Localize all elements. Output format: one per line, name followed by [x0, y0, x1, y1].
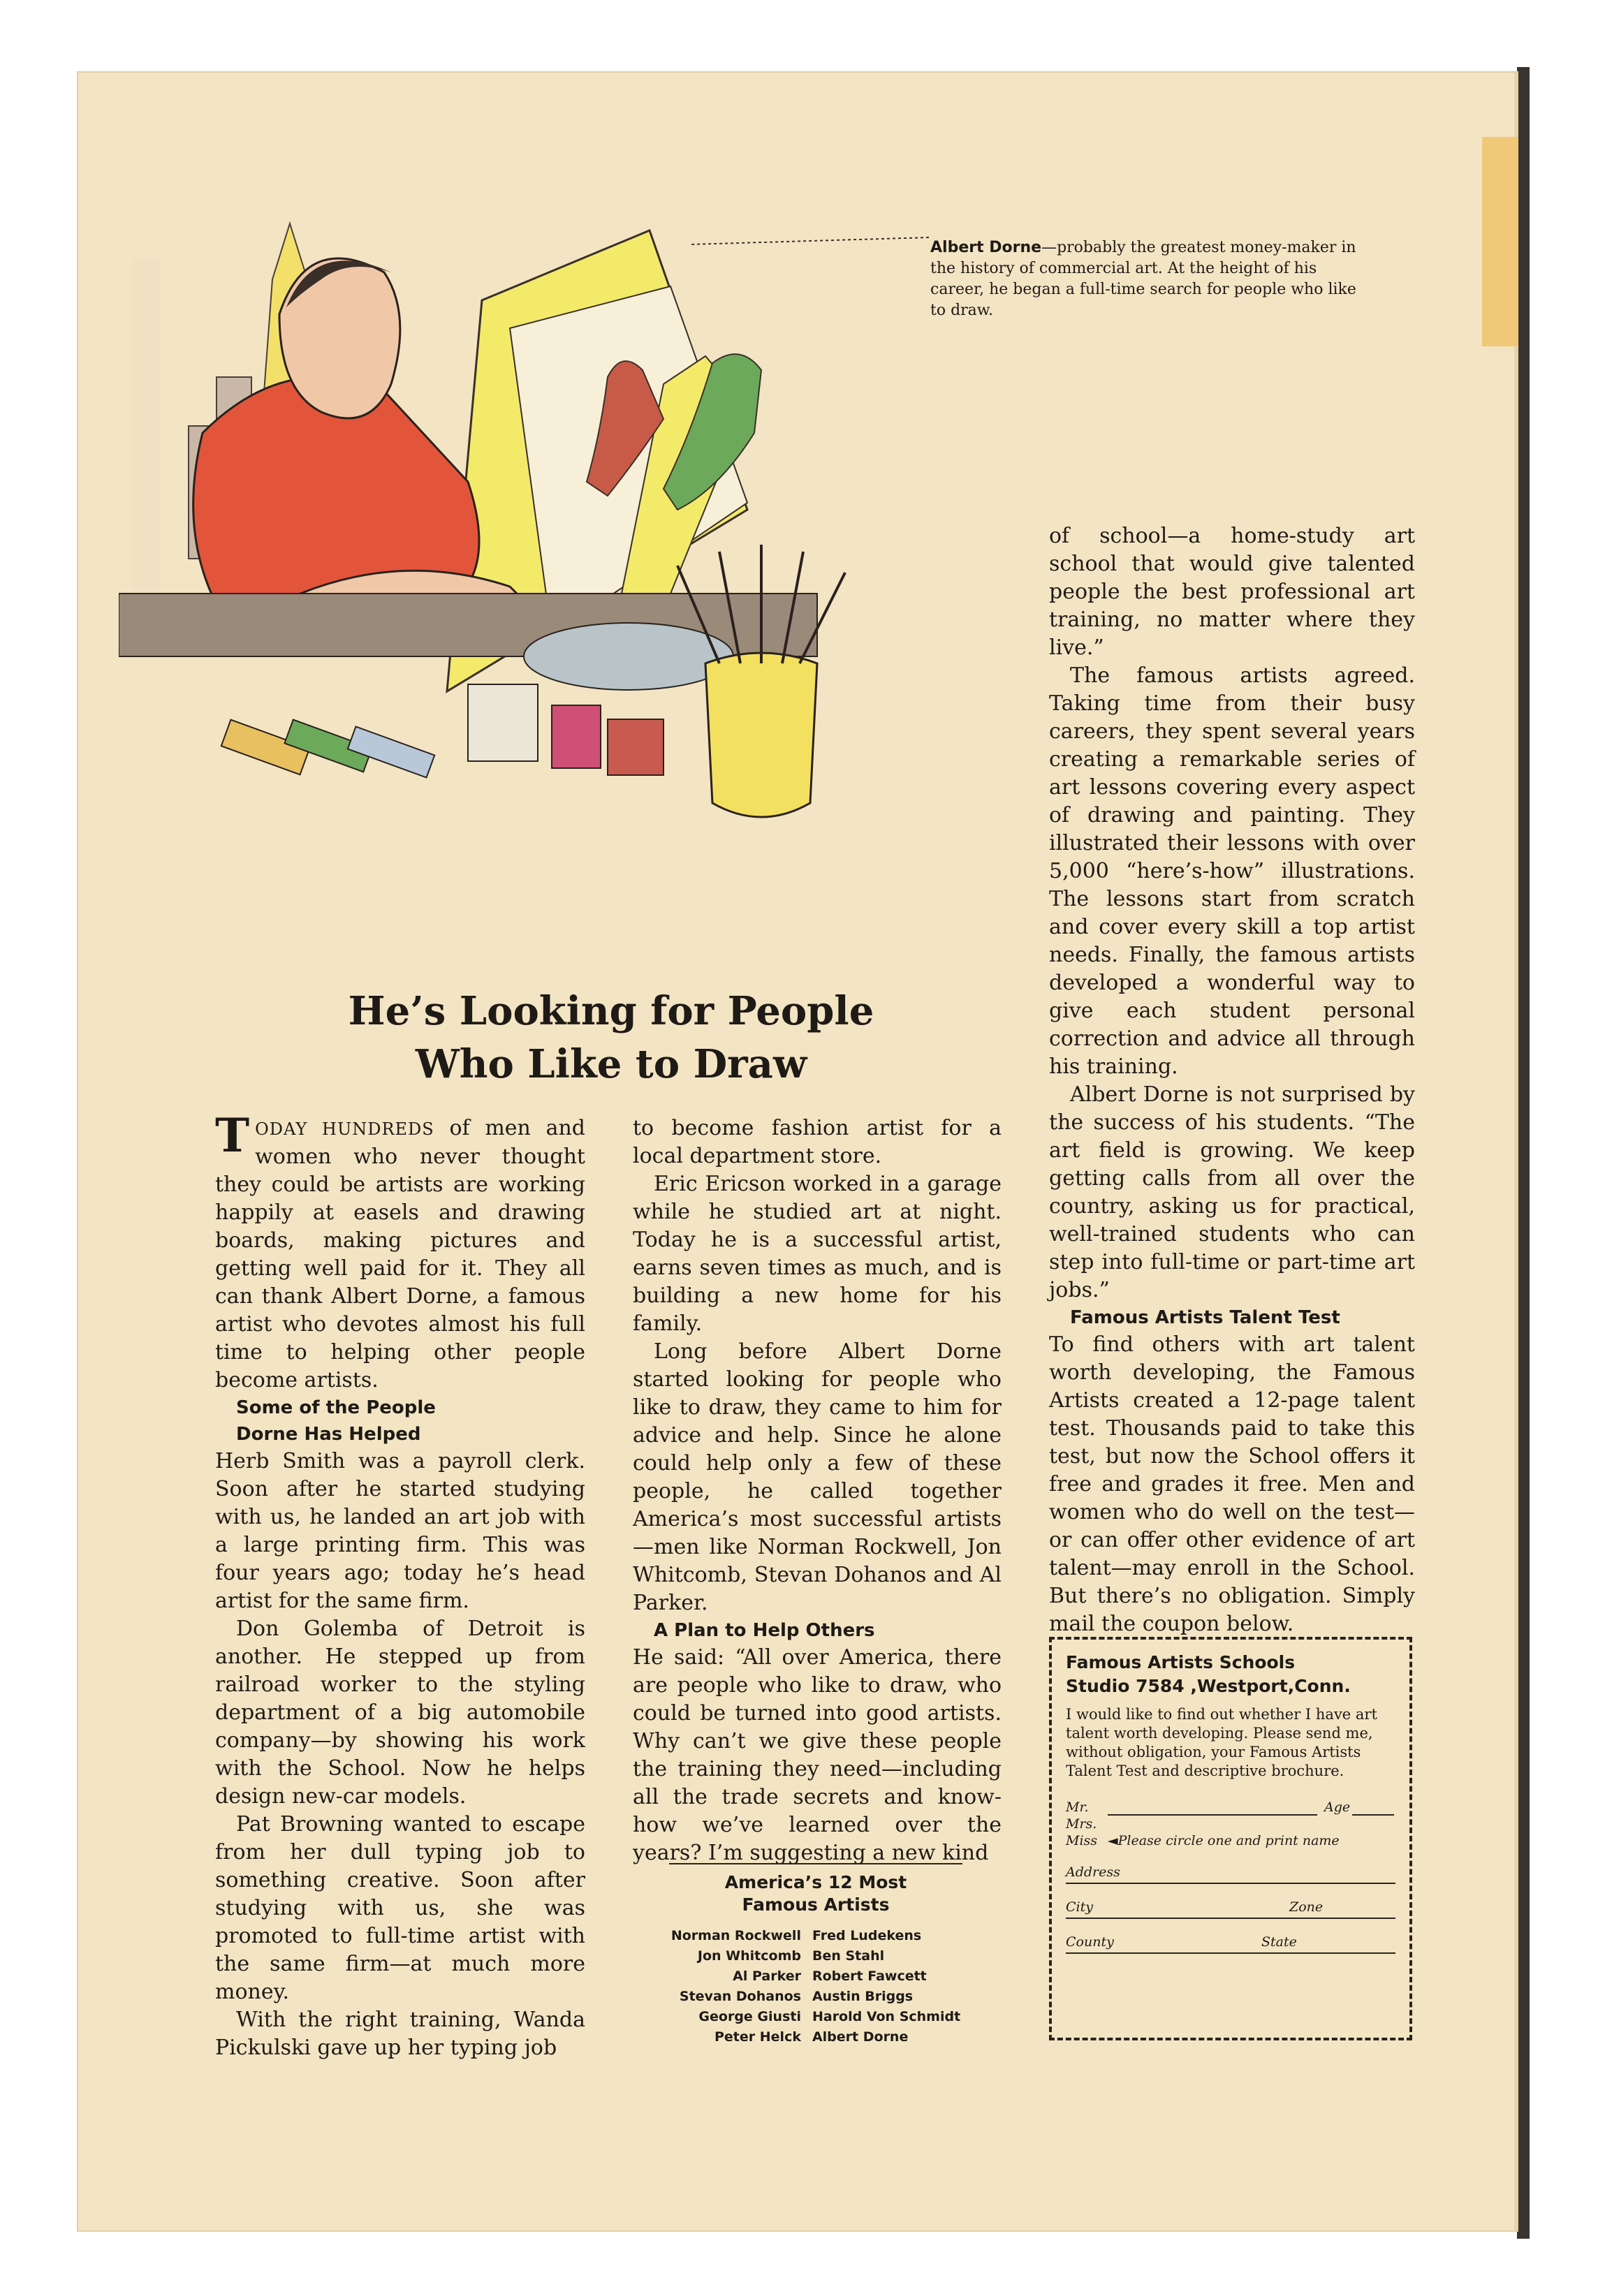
- address-field[interactable]: [1066, 1864, 1395, 1884]
- coupon-body: I would like to find out whether I have art talent worth developing. Please send me, without obligation, your Famous Artists Talent Test and descriptive brochure.: [1066, 1706, 1377, 1779]
- yellow-tab-strip: [1482, 137, 1518, 346]
- col1-paragraph-5: With the right training, Wanda Pickulski gave up her typing job: [215, 2008, 585, 2060]
- salutation-mr: Mr.: [1066, 1800, 1089, 1815]
- subhead-people-helped-2: Dorne Has Helped: [236, 1424, 421, 1445]
- intro-text: of men and women who never thought they could be artists are working happily at easels and drawing boards, making pictures and getting well paid for it. They all can thank Albert Dorne, a famous artist who devotes almost his full time to helping other people become artists.: [215, 1116, 585, 1392]
- caption: [930, 237, 1363, 321]
- artist-name: Ben Stahl: [812, 1948, 885, 1964]
- arrow-left-icon: ◄: [1108, 1833, 1118, 1848]
- artist-name: Austin Briggs: [812, 1989, 914, 2004]
- intro-smallcaps: ODAY HUNDREDS: [255, 1119, 434, 1139]
- article-column-2: [633, 1114, 1002, 1867]
- age-label: Age: [1324, 1800, 1351, 1815]
- col2-paragraph-2: Eric Ericson worked in a garage while he studied art at night. Today he is a successful artist, earns seven times as much, and is building a new home for his family.: [633, 1172, 1002, 1336]
- mail-in-coupon[interactable]: [1049, 1637, 1412, 2040]
- artists-row: [666, 1987, 966, 2007]
- circle-note-text: Please circle one and print name: [1117, 1833, 1340, 1848]
- zone-label: Zone: [1289, 1899, 1324, 1915]
- city-zone-field[interactable]: [1066, 1899, 1395, 1919]
- artists-row: [666, 2007, 966, 2027]
- state-label: State: [1261, 1934, 1297, 1950]
- name-line: [1108, 1814, 1317, 1816]
- salutation-miss: Miss: [1066, 1833, 1098, 1848]
- artist-name: Jon Whitcomb: [697, 1948, 801, 1964]
- article-column-1: [215, 1108, 585, 2062]
- artist-name: Norman Rockwell: [670, 1928, 801, 1943]
- paint-jars: [468, 684, 664, 775]
- artist-name: Albert Dorne: [812, 2029, 909, 2045]
- col1-paragraph-2: Herb Smith was a payroll clerk. Soon after he started studying with us, he landed an art job with a large printing firm. This was four years ago; today he’s head artist for the same firm.: [215, 1449, 585, 1613]
- col1-paragraph-4: Pat Browning wanted to escape from her dull typing job to something creative. Soon after studying with us, she was promoted to full-time artist with the same firm—at much more money.: [215, 1812, 585, 2004]
- artist-name: Robert Fawcett: [812, 1968, 927, 1984]
- caption-text: —probably the greatest money-maker in the history of commercial art. At the height of his career, he began a full-time search for people who like to draw.: [930, 239, 1356, 319]
- name-field[interactable]: [1066, 1799, 1395, 1849]
- caption-pointer-line: [691, 237, 929, 244]
- artist-name: Harold Von Schmidt: [812, 2009, 961, 2024]
- county-state-field[interactable]: [1066, 1934, 1395, 1954]
- headline: [223, 985, 999, 1091]
- city-label: City: [1066, 1899, 1093, 1915]
- coupon-title-2: Studio 7584 ,Westport,Conn.: [1066, 1676, 1351, 1696]
- subhead-people-helped-1: Some of the People: [236, 1397, 436, 1418]
- address-label: Address: [1066, 1864, 1120, 1880]
- paint-dish: [524, 623, 733, 690]
- artists-row: [666, 1926, 966, 1946]
- col2-paragraph-1: to become fashion artist for a local department store.: [633, 1116, 1002, 1168]
- artist-name: Stevan Dohanos: [679, 1989, 801, 2004]
- artists-title-2: Famous Artists: [742, 1894, 890, 1915]
- artists-rule: [669, 1863, 962, 1864]
- col3-paragraph-3: Albert Dorne is not surprised by the success of his students. “The art field is growing. We keep getting calls from all over the country, asking us for practical, well-trained students who can step into full-time or part-time art jobs.”: [1049, 1082, 1415, 1302]
- subhead-talent-test: Famous Artists Talent Test: [1070, 1307, 1340, 1328]
- circle-note: [1108, 1832, 1340, 1849]
- col3-paragraph-2: The famous artists agreed. Taking time from their busy careers, they spent several years creating a remarkable series of art lessons covering every aspect of drawing and painting. They illustrated their lessons with over 5,000 “here’s-how” illustrations. The lessons start from scratch and cover every skill a top artist needs. Finally, the famous artists developed a wonderful way to give each student personal correction and advice all through his training.: [1049, 663, 1415, 1079]
- headline-line1: He’s Looking for People: [348, 988, 874, 1034]
- artists-row: [666, 1946, 966, 1966]
- brush-jar-yellow: [705, 653, 817, 817]
- col2-paragraph-4: He said: “All over America, there are people who like to draw, who could be turned into good artists. Why can’t we give these people the training they need—including all the trade secrets and know-how we’ve learned over the years? I’m suggesting a new kind: [633, 1645, 1002, 1865]
- col1-paragraph-3: Don Golemba of Detroit is another. He stepped up from railroad worker to the styling department of a big automobile company—by showing his work with the School. Now he helps design new-car models.: [215, 1617, 585, 1809]
- page-edge: [1517, 67, 1530, 2239]
- paint-tubes: [221, 720, 434, 778]
- artists-table: [666, 1926, 966, 2047]
- subhead-plan: A Plan to Help Others: [654, 1620, 875, 1641]
- col3-paragraph-4: To find others with art talent worth developing, the Famous Artists created a 12-page talent test. Thousands paid to take this test, but now the School offers it free and grades it free. Men and women who do well on the test—or can offer other evidence of art talent—may enroll in the School. But there’s no obligation. Simply mail the coupon below.: [1049, 1332, 1415, 1636]
- artist-name: Peter Helck: [714, 2029, 801, 2045]
- drop-cap: T: [215, 1108, 250, 1163]
- artists-row: [666, 1966, 966, 1987]
- albert-dorne-illustration: [119, 203, 1006, 992]
- age-line: [1352, 1814, 1394, 1816]
- artists-title-1: America’s 12 Most: [724, 1872, 907, 1892]
- col3-paragraph-1: of school—a home-study art school that would give talented people the best professional art training, no matter where they live.”: [1049, 524, 1415, 660]
- col1-intro-paragraph: [215, 1108, 585, 1394]
- artists-row: [666, 2027, 966, 2047]
- article-column-3: [1049, 522, 1415, 1638]
- col2-paragraph-3: Long before Albert Dorne started looking for people who like to draw, they came to him for advice and help. Since he alone could help only a few of these people, he called together America’s most successful artists—men like Norman Rockwell, Jon Whitcomb, Stevan Dohanos and Al Parker.: [633, 1339, 1002, 1615]
- coupon-title-1: Famous Artists Schools: [1066, 1652, 1296, 1672]
- famous-artists-box: [627, 1863, 1004, 2047]
- county-label: County: [1066, 1934, 1114, 1950]
- headline-line2: Who Like to Draw: [415, 1041, 807, 1087]
- artist-name: Al Parker: [733, 1968, 801, 1984]
- salutation-mrs: Mrs.: [1066, 1816, 1097, 1832]
- artist-name: George Giusti: [698, 2009, 801, 2024]
- artist-name: Fred Ludekens: [812, 1928, 922, 1943]
- caption-name: Albert Dorne: [930, 239, 1042, 256]
